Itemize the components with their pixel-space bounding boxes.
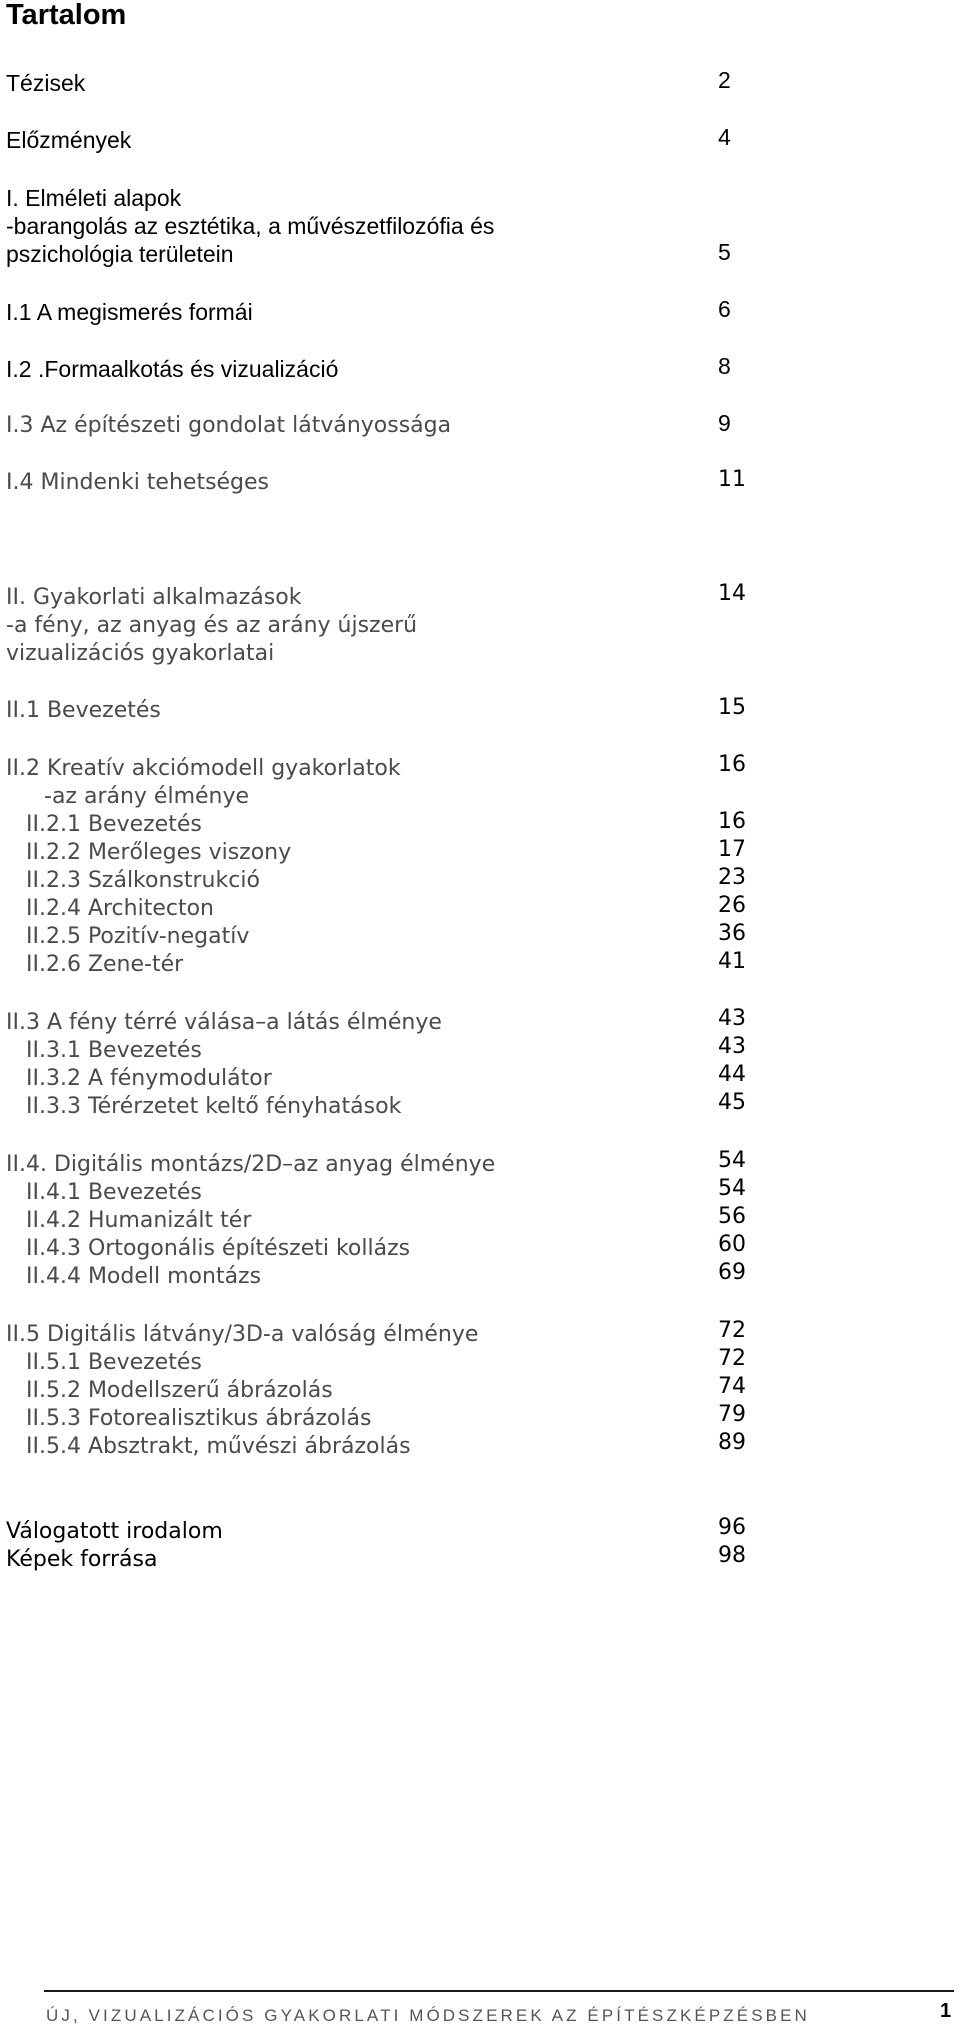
toc-subentry: II.5.3 Fotorealisztikus ábrázolás xyxy=(26,1406,372,1431)
toc-entry-ii4: II.4. Digitális montázs/2D–az anyag élménye xyxy=(6,1152,496,1177)
toc-subpage: 79 xyxy=(718,1402,746,1427)
toc-subpage: 41 xyxy=(718,949,746,974)
toc-entry-ii-line1: II. Gyakorlati alkalmazások xyxy=(6,585,302,610)
toc-entry-i-line1: I. Elméleti alapok xyxy=(6,185,182,211)
toc-subentry: II.4.1 Bevezetés xyxy=(26,1180,202,1205)
toc-page-i3: 9 xyxy=(718,410,731,436)
toc-subpage: 69 xyxy=(718,1260,746,1285)
toc-subentry: II.2.5 Pozitív-negatív xyxy=(26,924,250,949)
toc-page-i2: 8 xyxy=(718,353,731,379)
toc-page-ii4: 54 xyxy=(718,1148,746,1173)
toc-page-ii: 14 xyxy=(718,581,746,606)
toc-entry-i3: I.3 Az építészeti gondolat látványossága xyxy=(6,413,452,438)
toc-subpage: 23 xyxy=(718,865,746,890)
toc-subentry: II.2.1 Bevezetés xyxy=(26,812,202,837)
toc-subpage: 72 xyxy=(718,1346,746,1371)
toc-page-tezisek: 2 xyxy=(718,67,731,93)
toc-subentry: II.3.2 A fénymodulátor xyxy=(26,1066,272,1091)
toc-subentry: II.2.4 Architecton xyxy=(26,896,214,921)
toc-entry-ii2-line2: -az arány élménye xyxy=(44,784,250,809)
toc-entry-elozmenyek: Előzmények xyxy=(6,127,132,153)
toc-entry-i-line3: pszichológia területein xyxy=(6,241,234,267)
toc-page-kepek: 98 xyxy=(718,1543,746,1568)
toc-page-ii5: 72 xyxy=(718,1318,746,1343)
toc-entry-i2: I.2 .Formaalkotás és vizualizáció xyxy=(6,356,339,382)
page-title: Tartalom xyxy=(6,0,127,31)
toc-subpage: 36 xyxy=(718,921,746,946)
toc-subentry: II.2.3 Szálkonstrukció xyxy=(26,868,260,893)
toc-page-ii3: 43 xyxy=(718,1006,746,1031)
toc-subpage: 16 xyxy=(718,809,746,834)
toc-subpage: 45 xyxy=(718,1090,746,1115)
toc-subentry: II.4.4 Modell montázs xyxy=(26,1264,262,1289)
toc-entry-ii1: II.1 Bevezetés xyxy=(6,698,161,723)
toc-subentry: II.2.2 Merőleges viszony xyxy=(26,840,292,865)
toc-subpage: 44 xyxy=(718,1062,746,1087)
running-footer: ÚJ, VIZUALIZÁCIÓS GYAKORLATI MÓDSZEREK AZ ÉPÍTÉSZKÉPZÉSBEN xyxy=(46,2006,810,2025)
toc-subpage: 56 xyxy=(718,1204,746,1229)
footer-divider xyxy=(44,1990,954,1992)
toc-page-i4: 11 xyxy=(718,467,746,492)
toc-subpage: 89 xyxy=(718,1430,746,1455)
toc-entry-ii2-line1: II.2 Kreatív akciómodell gyakorlatok xyxy=(6,756,401,781)
toc-subentry: II.2.6 Zene-tér xyxy=(26,952,184,977)
toc-entry-ii-line3: vizualizációs gyakorlatai xyxy=(6,641,275,666)
toc-subpage: 74 xyxy=(718,1374,746,1399)
toc-subentry: II.4.3 Ortogonális építészeti kollázs xyxy=(26,1236,411,1261)
toc-subentry: II.5.4 Absztrakt, művészi ábrázolás xyxy=(26,1434,411,1459)
toc-subentry: II.4.2 Humanizált tér xyxy=(26,1208,252,1233)
toc-entry-i1: I.1 A megismerés formái xyxy=(6,299,253,325)
toc-entry-ii3: II.3 A fény térré válása–a látás élménye xyxy=(6,1010,442,1035)
toc-entry-tezisek: Tézisek xyxy=(6,70,86,96)
toc-page-elozmenyek: 4 xyxy=(718,124,731,150)
toc-page-ii2: 16 xyxy=(718,752,746,777)
toc-entry-ii-line2: -a fény, az anyag és az arány újszerű xyxy=(6,613,418,638)
toc-subentry: II.3.1 Bevezetés xyxy=(26,1038,202,1063)
toc-subentry: II.3.3 Térérzetet keltő fényhatások xyxy=(26,1094,402,1119)
toc-subentry: II.5.2 Modellszerű ábrázolás xyxy=(26,1378,333,1403)
toc-entry-i-line2: -barangolás az esztétika, a művészetfilozófia és xyxy=(6,213,495,239)
toc-subpage: 60 xyxy=(718,1232,746,1257)
toc-entry-ii5: II.5 Digitális látvány/3D-a valóság élménye xyxy=(6,1322,479,1347)
toc-subentry: II.5.1 Bevezetés xyxy=(26,1350,202,1375)
toc-page-i1: 6 xyxy=(718,296,731,322)
toc-page-ii1: 15 xyxy=(718,695,746,720)
toc-subpage: 43 xyxy=(718,1034,746,1059)
toc-page-i: 5 xyxy=(718,239,731,265)
toc-subpage: 54 xyxy=(718,1176,746,1201)
toc-entry-irodalom: Válogatott irodalom xyxy=(6,1519,223,1544)
toc-page-irodalom: 96 xyxy=(718,1515,746,1540)
page-number: 1 xyxy=(940,2000,952,2022)
toc-subpage: 26 xyxy=(718,893,746,918)
toc-subpage: 17 xyxy=(718,837,746,862)
toc-entry-i4: I.4 Mindenki tehetséges xyxy=(6,470,270,495)
toc-entry-kepek: Képek forrása xyxy=(6,1547,158,1572)
